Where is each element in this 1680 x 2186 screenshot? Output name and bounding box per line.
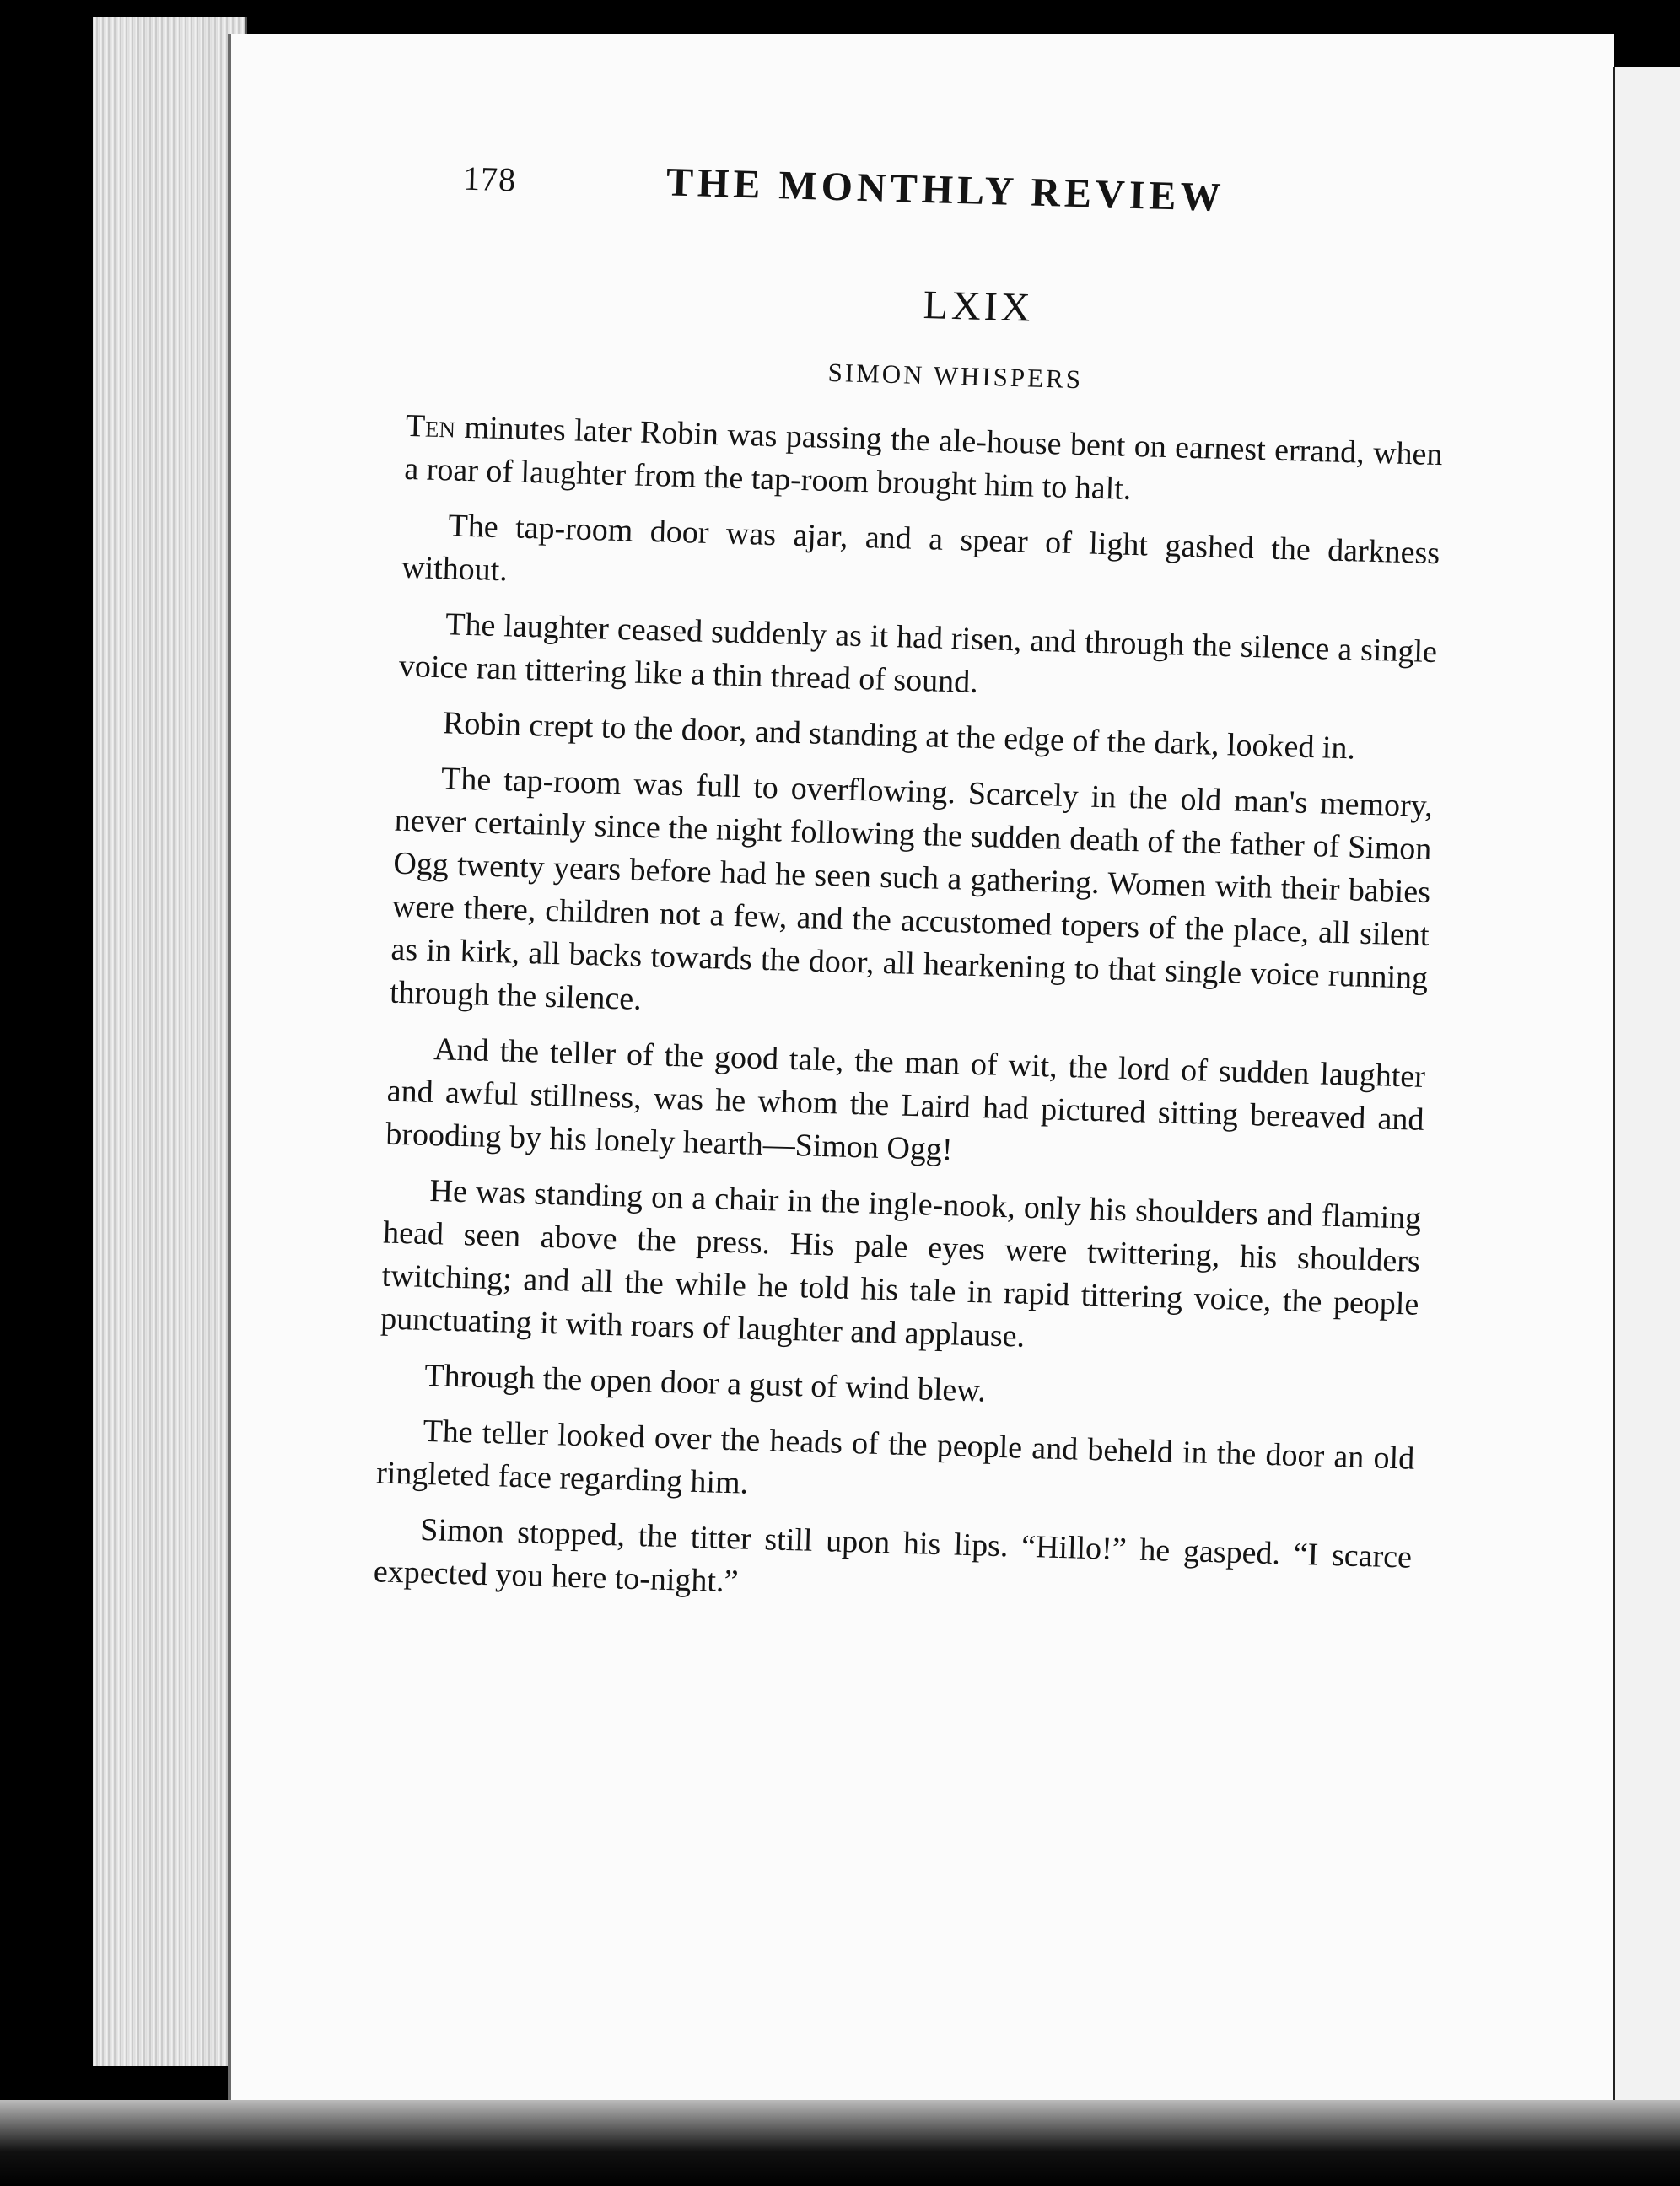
paragraph-2: The tap-room door was ajar, and a spear of light gashed the darkness without. <box>401 508 1440 589</box>
chapter-number: LXIX <box>923 282 1035 331</box>
paragraph-1-text: minutes later Robin was passing the ale-house bent on earnest errand, when a roar of laughter from the tap-room brought him to halt. <box>403 409 1444 507</box>
paragraph-5: The tap-room was full to overflowing. Scarcely in the old man's memory, never certainly since the night following the sudden death of the father of Simon Ogg twenty years before had he seen such a gathering. Women with their babies were there, children not a few, and the accustomed topers of the place, all silent as in kirk, all backs towards the door, all hearkening to that single voice running through the silence. <box>389 761 1434 1017</box>
bottom-shadow <box>0 2100 1680 2186</box>
paragraph-4: Robin crept to the door, and standing at the edge of the dark, looked in. <box>442 705 1356 767</box>
paragraph-8: Through the open door a gust of wind blew. <box>423 1357 987 1409</box>
page-content <box>373 152 1451 1635</box>
page-number: 178 <box>462 159 517 199</box>
paragraph-1 <box>404 405 1443 520</box>
paragraph-6: And the teller of the good tale, the man of wit, the lord of sudden laughter and awful stillness, was he whom the Laird had pictured sitting bereaved and brooding by his lonely hearth—Simon Ogg! <box>385 1031 1426 1168</box>
drop-word: Ten <box>405 407 456 445</box>
running-title: THE MONTHLY REVIEW <box>665 159 1226 220</box>
chapter-title: SIMON WHISPERS <box>827 357 1084 395</box>
facing-page-edge <box>1613 67 1680 2159</box>
paragraph-9: The teller looked over the heads of the people and beheld in the door an old ringleted face regarding him. <box>375 1413 1415 1501</box>
paragraph-3: The laughter ceased suddenly as it had risen, and through the silence a single voice ran tittering like a thin thread of sound. <box>398 606 1438 700</box>
paragraph-7: He was standing on a chair in the ingle-nook, only his shoulders and flaming head seen above the press. His pale eyes were twittering, his shoulders twitching; and all the while he told his tale in rapid tittering voice, the people punctuating it with roars of laughter and applause. <box>380 1173 1422 1354</box>
paragraph-10: Simon stopped, the titter still upon his lips. “Hillo!” he gasped. “I scarce expected you here to-night.” <box>373 1511 1413 1600</box>
book-page-edges <box>93 17 247 2066</box>
